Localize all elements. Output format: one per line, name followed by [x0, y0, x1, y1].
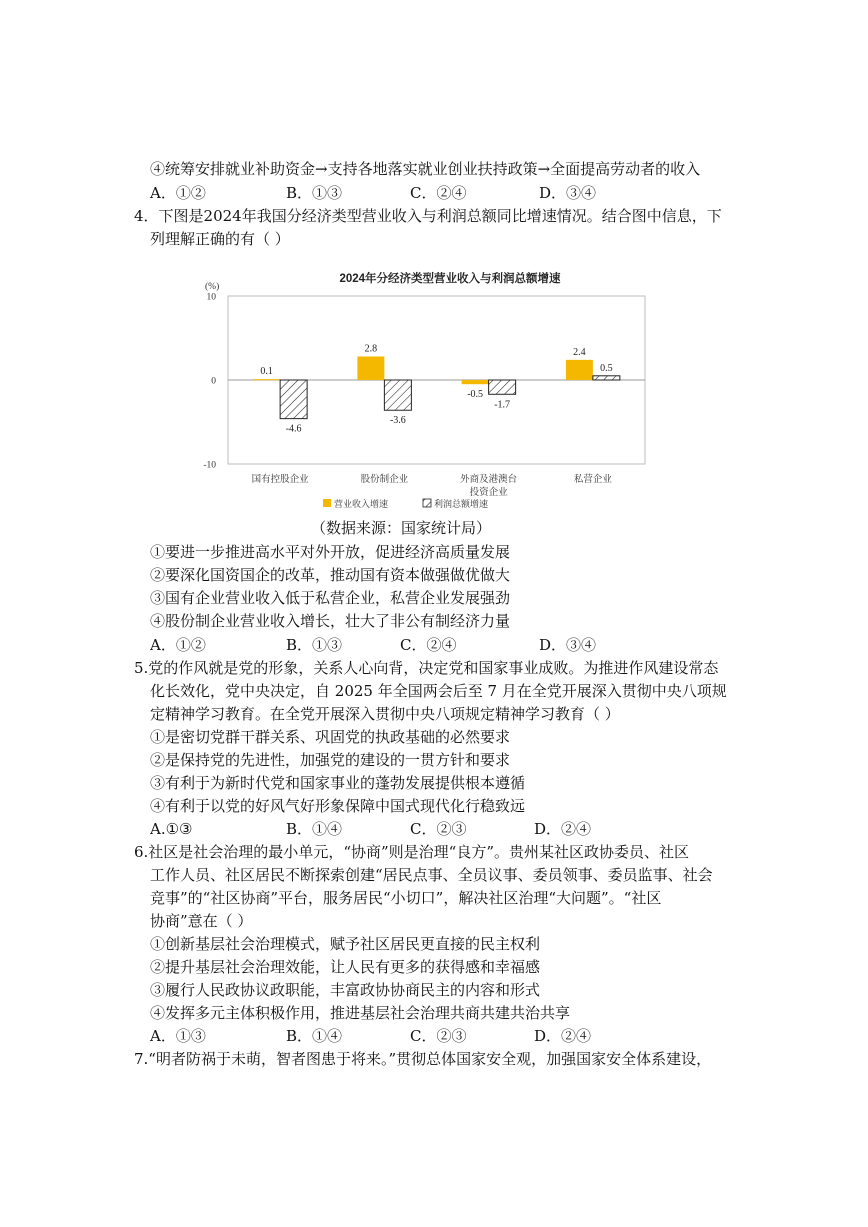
q7-stem-line-1: 7.“明者防祸于未萌，智者图患于将来。”贯彻总体国家安全观，加强国家安全体系建设， — [134, 1050, 712, 1068]
profit-growth-bar — [593, 376, 620, 380]
q5-statement-2: ②是保持党的先进性，加强党的建设的一贯方针和要求 — [150, 751, 511, 769]
revenue-growth-bar — [357, 356, 384, 380]
q5-stem-line-2: 化长效化，党中央决定，自 2025 年全国两会后至 7 月在全党开展深入贯彻中央八项规 — [150, 682, 727, 700]
y-axis-label: (%) — [205, 282, 220, 292]
q6-answer-b: B．①④ — [286, 1027, 343, 1045]
q5-stem-line-1: 5.党的作风就是党的形象，关系人心向背，决定党和国家事业成败。为推进作风建设常态 — [134, 659, 719, 677]
q6-stem-line-1: 6.社区是社会治理的最小单元，“协商”则是治理“良方”。贵州某社区政协委员、社区 — [134, 843, 689, 861]
q5-answer-b: B．①④ — [286, 820, 343, 838]
q6-statement-1: ①创新基层社会治理模式，赋予社区居民更直接的民主权利 — [150, 935, 541, 953]
q4-statement-4: ④股份制企业营业收入增长，壮大了非公有制经济力量 — [150, 612, 511, 630]
q5-statement-3: ③有利于为新时代党和国家事业的蓬勃发展提供根本遵循 — [150, 774, 526, 792]
revenue-growth-bar — [566, 360, 593, 380]
q4-answer-d: D．③④ — [539, 636, 597, 654]
q5-statement-4: ④有利于以党的好风气好形象保障中国式现代化行稳致远 — [150, 797, 526, 815]
q3-answer-d: D．③④ — [539, 184, 597, 202]
bar-data-label: 0.1 — [260, 366, 273, 378]
revenue-growth-bar — [462, 380, 489, 384]
bar-data-label: 2.8 — [364, 343, 378, 355]
legend-label: 营业收入增速 — [334, 499, 389, 509]
growth-bar-chart — [195, 262, 665, 517]
bar-data-label: -1.7 — [494, 399, 511, 411]
q6-statement-4: ④发挥多元主体积极作用，推进基层社会治理共商共建共治共享 — [150, 1004, 571, 1022]
q6-statement-3: ③履行人民政协议政职能，丰富政协协商民主的内容和形式 — [150, 981, 541, 999]
q3-answer-c: C．②④ — [410, 184, 467, 202]
q5-answer-d: D．②④ — [534, 820, 592, 838]
q6-statement-2: ②提升基层社会治理效能，让人民有更多的获得感和幸福感 — [150, 958, 541, 976]
q5-stem-line-3: 定精神学习教育。在全党开展深入贯彻中央八项规定精神学习教育（ ） — [150, 705, 620, 723]
chart-title: 2024年分经济类型营业收入与利润总额增速 — [339, 273, 561, 285]
q3-answer-a: A．①② — [150, 184, 206, 202]
q4-answer-a: A．①② — [150, 636, 206, 654]
x-category-label: 外商及港澳台 — [460, 475, 518, 485]
q4-answer-c: C．②④ — [400, 636, 457, 654]
chart-source-note: （数据来源：国家统计局） — [311, 519, 492, 537]
q6-answer-d: D．②④ — [534, 1027, 592, 1045]
legend-swatch-revenue — [323, 499, 331, 507]
bar-data-label: -0.5 — [467, 389, 484, 401]
q6-stem-line-2: 工作人员、社区居民不断探索创建“居民点事、全员议事、委员领事、委员监事、社会 — [150, 866, 713, 884]
profit-growth-bar — [384, 380, 411, 410]
x-category-label: 投资企业 — [469, 488, 508, 498]
x-category-label: 私营企业 — [573, 475, 612, 485]
q6-answer-c: C．②③ — [410, 1027, 467, 1045]
q4-answer-b: B．①③ — [286, 636, 343, 654]
q6-stem-line-4: 协商”意在（ ） — [150, 912, 253, 930]
q4-stem-line-2: 列理解正确的有（ ） — [150, 230, 290, 248]
bar-data-label: 0.5 — [600, 362, 613, 374]
q6-stem-line-3: 竞事”的“社区协商”平台，服务居民“小切口”，解决社区治理“大问题”。“社区 — [150, 889, 662, 907]
y-tick-label: 10 — [206, 292, 216, 303]
q4-statement-3: ③国有企业营业收入低于私营企业，私营企业发展强劲 — [150, 589, 511, 607]
q4-stem-line-1: 4．下图是2024年我国分经济类型营业收入与利润总额同比增速情况。结合图中信息，下 — [134, 207, 722, 225]
y-tick-label: -10 — [203, 460, 216, 471]
q3-answer-b: B．①③ — [286, 184, 343, 202]
q5-statement-1: ①是密切党群干群关系、巩固党的执政基础的必然要求 — [150, 728, 511, 746]
q4-statement-1: ①要进一步推进高水平对外开放，促进经济高质量发展 — [150, 543, 511, 561]
bar-data-label: -3.6 — [389, 415, 406, 427]
q4-statement-2: ②要深化国资国企的改革，推动国有资本做强做优做大 — [150, 566, 511, 584]
x-category-label: 股份制企业 — [360, 475, 409, 485]
q5-answer-c: C．②③ — [410, 820, 467, 838]
q6-answer-a: A．①③ — [150, 1027, 206, 1045]
legend-swatch-profit — [423, 499, 431, 507]
x-category-label: 国有控股企业 — [251, 475, 309, 485]
legend-label: 利润总额增速 — [434, 499, 489, 509]
q4-answer-options — [150, 634, 750, 656]
y-tick-label: 0 — [211, 376, 216, 387]
q5-answer-a: A.①③ — [150, 820, 193, 838]
bar-data-label: 2.4 — [573, 346, 586, 358]
q3-answer-options — [150, 182, 750, 204]
q3-option-4: ④统筹安排就业补助资金→支持各地落实就业创业扶持政策→全面提高劳动者的收入 — [150, 160, 701, 178]
revenue-growth-bar — [253, 379, 280, 380]
bar-data-label: -4.6 — [285, 423, 302, 435]
q6-answer-options — [150, 1025, 750, 1047]
profit-growth-bar — [489, 380, 516, 394]
q5-answer-options — [150, 818, 750, 840]
profit-growth-bar — [280, 380, 307, 419]
